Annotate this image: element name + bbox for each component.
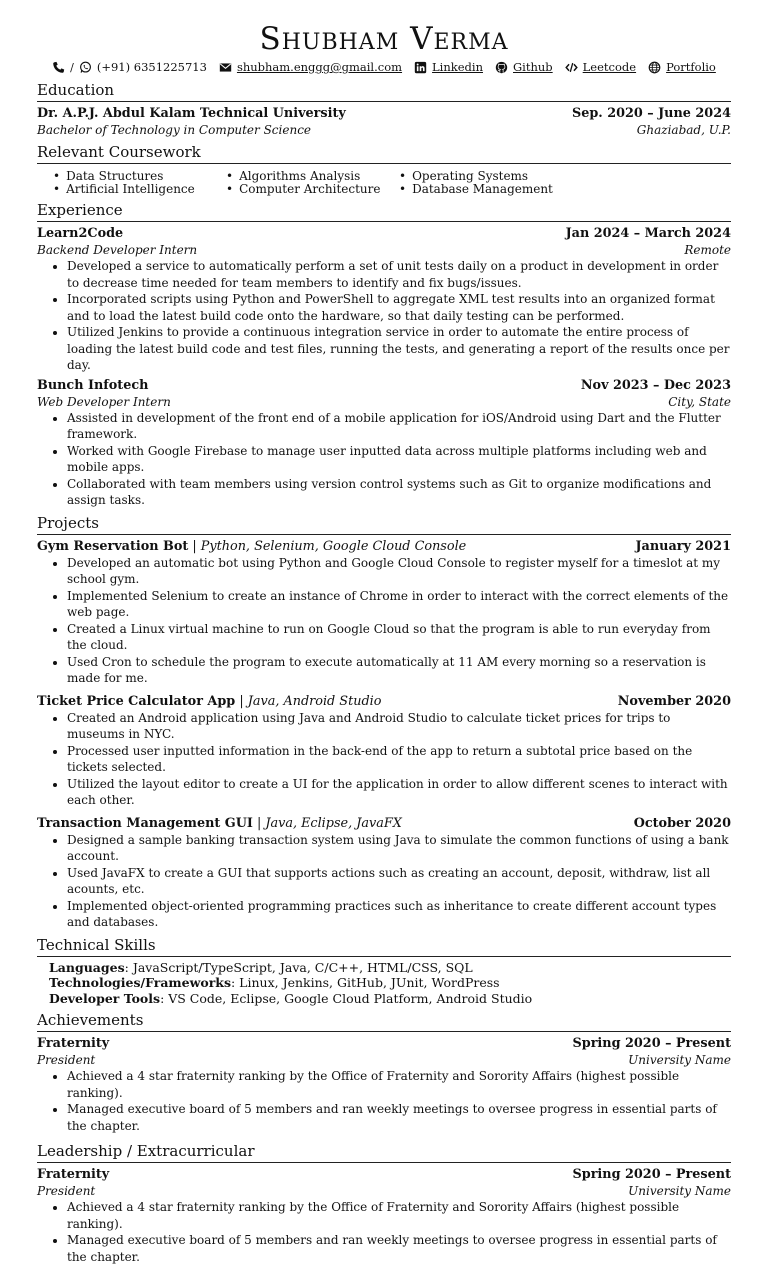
leadership-role: President (37, 1184, 96, 1198)
project-entry (37, 538, 731, 687)
projects-section (37, 514, 731, 931)
achievement-entry (37, 1035, 731, 1134)
bullet-item: • Incorporated scripts using Python and PowerShell to aggregate XML test results into an organized format and to load the latest build code onto the hardware, so that daily testing can be performed. (67, 291, 731, 324)
organization-name: Fraternity (37, 1036, 110, 1051)
bullet-list (37, 410, 731, 509)
bullet-list (37, 258, 731, 374)
project-heading: Ticket Price Calculator App | Java, Android Studio (37, 693, 382, 709)
project-heading: Transaction Management GUI | Java, Eclipse, JavaFX (37, 815, 402, 831)
portfolio-contact[interactable] (648, 60, 716, 74)
project-entry (37, 815, 731, 931)
contact-bar (37, 58, 731, 76)
section-title-leadership: Leadership / Extracurricular (37, 1142, 731, 1163)
phone-contact[interactable]: / (+91) 6351225713 (52, 60, 207, 74)
experience-entry (37, 225, 731, 374)
whatsapp-icon (79, 61, 92, 74)
skill-row: Developer Tools: VS Code, Eclipse, Google Cloud Platform, Android Studio (49, 990, 533, 1006)
organization-name: Fraternity (37, 1167, 110, 1182)
job-role: Backend Developer Intern (37, 243, 198, 257)
skills-section (37, 936, 731, 1007)
email-contact[interactable] (219, 60, 402, 74)
leadership-entry (37, 1166, 731, 1265)
bullet-item: • Developed a service to automatically perform a set of unit tests daily on a product in development in order to decrease time needed for team members to identify and fix bugs/issues. (67, 258, 731, 291)
linkedin-link[interactable]: Linkedin (432, 60, 483, 74)
bullet-item: • Utilized Jenkins to provide a continuous integration service in order to automate the entire process of loading the latest build code and test files, running the tests, and generating a report of the results once per day. (67, 324, 731, 374)
bullet-list (37, 832, 731, 931)
envelope-icon (219, 61, 232, 74)
github-link[interactable]: Github (513, 60, 553, 74)
section-title-projects: Projects (37, 514, 731, 535)
course-item: • Artificial Intelligence (53, 182, 195, 196)
project-name: Transaction Management GUI (37, 815, 253, 831)
experience-dates: Nov 2023 – Dec 2023 (580, 377, 731, 393)
course-item: • Computer Architecture (226, 182, 381, 196)
bullet-list (37, 1068, 731, 1134)
company-name: Learn2Code (37, 226, 124, 241)
achievement-role: President (37, 1053, 96, 1067)
degree: Bachelor of Technology in Computer Science (37, 123, 312, 137)
project-heading: Gym Reservation Bot | Python, Selenium, Google Cloud Console (37, 538, 467, 554)
section-title-experience: Experience (37, 201, 731, 222)
section-title-skills: Technical Skills (37, 936, 731, 957)
candidate-name: Shubham Verma (259, 21, 509, 57)
leetcode-contact[interactable] (565, 60, 636, 74)
course-item: • Operating Systems (399, 169, 529, 183)
bullet-item: • Managed executive board of 5 members and ran weekly meetings to oversee progress in essential parts of the chapter. (67, 1232, 731, 1265)
job-location: Remote (684, 243, 731, 257)
bullet-item: • Achieved a 4 star fraternity ranking by the Office of Fraternity and Sorority Affairs (highest possible ranking). (67, 1068, 731, 1101)
education-entry (37, 105, 731, 138)
code-icon (565, 61, 578, 74)
skills-list (37, 960, 731, 1007)
section-title-achievements: Achievements (37, 1011, 731, 1032)
experience-entry (37, 377, 731, 509)
bullet-item: • Created a Linux virtual machine to run on Google Cloud so that the program is able to run everyday from the cloud. (67, 621, 731, 654)
project-tech: Java, Eclipse, JavaFX (265, 815, 402, 831)
bullet-item: • Designed a sample banking transaction system using Java to simulate the common functions of using a bank account. (67, 832, 731, 865)
education-dates: Sep. 2020 – June 2024 (571, 106, 731, 121)
course-item: • Database Management (399, 182, 553, 196)
education-location: Ghaziabad, U.P. (636, 123, 731, 137)
project-date: October 2020 (633, 815, 731, 831)
project-date: November 2020 (617, 693, 731, 709)
education-section (37, 81, 731, 138)
bullet-item: • Used JavaFX to create a GUI that supports actions such as creating an account, deposit, withdraw, list all acounts, etc. (67, 865, 731, 898)
project-name: Gym Reservation Bot (37, 538, 189, 554)
bullet-item: • Implemented Selenium to create an instance of Chrome in order to interact with the correct elements of the web page. (67, 588, 731, 621)
project-name: Ticket Price Calculator App (37, 693, 236, 709)
project-date: January 2021 (635, 538, 731, 554)
github-contact[interactable] (495, 60, 553, 74)
linkedin-icon (414, 61, 427, 74)
leadership-dates: Spring 2020 – Present (572, 1167, 731, 1182)
job-role: Web Developer Intern (37, 394, 171, 409)
bullet-item: • Collaborated with team members using version control systems such as Git to organize modifications and assign tasks. (67, 476, 731, 509)
bullet-item: • Used Cron to schedule the program to execute automatically at 11 AM every morning so a reservation is made for me. (67, 654, 731, 687)
course-item: • Algorithms Analysis (226, 169, 361, 183)
skill-row: Languages: JavaScript/TypeScript, Java, C/C++, HTML/CSS, SQL (49, 959, 473, 975)
section-title-education: Education (37, 81, 731, 102)
portfolio-link[interactable]: Portfolio (666, 60, 716, 74)
school-name: Dr. A.P.J. Abdul Kalam Technical University (37, 106, 346, 121)
bullet-item: • Created an Android application using Java and Android Studio to calculate ticket prices for trips to museums in NYC. (67, 710, 731, 743)
section-title-coursework: Relevant Coursework (37, 143, 731, 164)
coursework-section (37, 143, 731, 196)
globe-icon (648, 61, 661, 74)
bullet-list (37, 555, 731, 687)
bullet-item: • Implemented object-oriented programming practices such as inheritance to create different account types and databases. (67, 898, 731, 931)
experience-dates: Jan 2024 – March 2024 (565, 226, 731, 241)
achievements-section (37, 1011, 731, 1134)
github-icon (495, 61, 508, 74)
coursework-list (37, 170, 731, 196)
bullet-item: • Worked with Google Firebase to manage user inputted data across multiple platforms including web and mobile apps. (67, 443, 731, 476)
experience-section (37, 201, 731, 509)
email-link[interactable]: shubham.enggg@gmail.com (236, 60, 403, 74)
project-tech: Java, Android Studio (247, 693, 382, 709)
project-tech: Python, Selenium, Google Cloud Console (200, 538, 467, 554)
phone-number: (+91) 6351225713 (96, 60, 207, 74)
achievement-dates: Spring 2020 – Present (572, 1036, 731, 1051)
bullet-item: • Achieved a 4 star fraternity ranking by the Office of Fraternity and Sorority Affairs (highest possible ranking). (67, 1199, 731, 1232)
leetcode-link[interactable]: Leetcode (582, 60, 637, 74)
bullet-item: • Utilized the layout editor to create a UI for the application in order to allow different scenes to interact with each other. (67, 776, 731, 809)
company-name: Bunch Infotech (37, 377, 149, 393)
leadership-section (37, 1142, 731, 1265)
bullet-list (37, 710, 731, 809)
bullet-item: • Assisted in development of the front end of a mobile application for iOS/Android using Dart and the Flutter framework. (67, 410, 731, 443)
skill-row: Technologies/Frameworks: Linux, Jenkins, GitHub, JUnit, WordPress (49, 975, 500, 990)
job-location: City, State (668, 394, 731, 409)
bullet-item: • Processed user inputted information in the back-end of the app to return a subtotal price based on the tickets selected. (67, 743, 731, 776)
linkedin-contact[interactable] (414, 60, 483, 74)
phone-icon (52, 61, 65, 74)
bullet-list (37, 1199, 731, 1265)
project-entry (37, 693, 731, 809)
bullet-item: • Managed executive board of 5 members and ran weekly meetings to oversee progress in essential parts of the chapter. (67, 1101, 731, 1134)
leadership-location: University Name (628, 1184, 731, 1198)
achievement-location: University Name (628, 1053, 731, 1067)
bullet-item: • Developed an automatic bot using Python and Google Cloud Console to register myself for a timeslot at my school gym. (67, 555, 731, 588)
course-item: • Data Structures (53, 169, 164, 183)
